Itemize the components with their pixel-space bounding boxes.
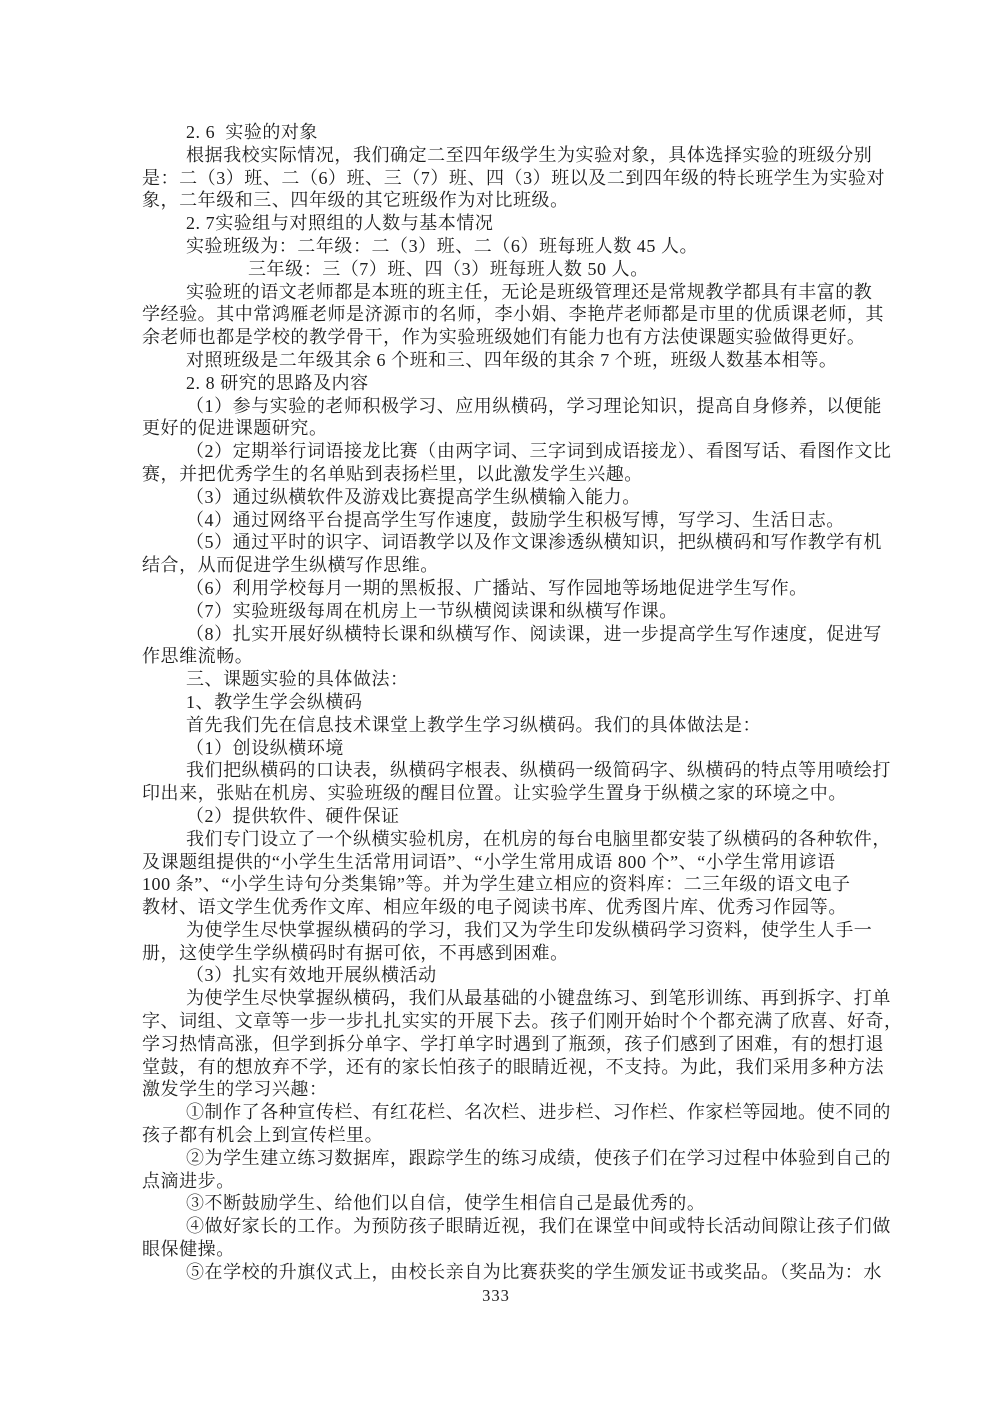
text-line: 象，二年级和三、四年级的其它班级作为对比班级。 [142, 190, 569, 211]
text-line: 对照班级是二年级其余 6 个班和三、四年级的其余 7 个班，班级人数基本相等。 [186, 349, 838, 370]
text-line: 三、课题实验的具体做法： [186, 669, 409, 690]
text-line: 实验班的语文老师都是本班的班主任，无论是班级管理还是常规教学都具有丰富的教 [186, 281, 873, 302]
text-line: （2）定期举行词语接龙比赛（由两字词、三字词到成语接龙）、看图写话、看图作文比 [186, 441, 892, 462]
text-line: 首先我们先在信息技术课堂上教学生学习纵横码。我们的具体做法是： [186, 714, 762, 735]
text-line: 激发学生的学习兴趣： [142, 1079, 328, 1100]
text-line: ④做好家长的工作。为预防孩子眼睛近视，我们在课堂中间或特长活动间隙让孩子们做 [186, 1216, 891, 1237]
text-line: 眼保健操。 [142, 1239, 235, 1260]
text-line: 教材、语文学生优秀作文库、相应年级的电子阅读书库、优秀图片库、优秀习作园等。 [142, 897, 847, 918]
text-line: （3）扎实有效地开展纵横活动 [186, 965, 437, 986]
text-line: （4）通过网络平台提高学生写作速度，鼓励学生积极写博，写学习、生活日志。 [186, 509, 845, 530]
text-line: 作思维流畅。 [142, 646, 254, 667]
text-line: （7）实验班级每周在机房上一节纵横阅读课和纵横写作课。 [186, 600, 678, 621]
text-line: ⑤在学校的升旗仪式上，由校长亲自为比赛获奖的学生颁发证书或奖品。（奖品为：水 [186, 1261, 882, 1282]
text-line: 为使学生尽快掌握纵横码的学习，我们又为学生印发纵横码学习资料，使学生人手一 [186, 919, 873, 940]
text-line: （5）通过平时的识字、词语教学以及作文课渗透纵横知识，把纵横码和写作教学有机 [186, 532, 882, 553]
text-line: 学习热情高涨，但学到拆分单字、学打单字时遇到了瓶颈，孩子们感到了困难，有的想打退 [142, 1033, 884, 1054]
text-line: ②为学生建立练习数据库，跟踪学生的练习成绩，使孩子们在学习过程中体验到自己的 [186, 1147, 891, 1168]
text-line: 赛，并把优秀学生的名单贴到表扬栏里，以此激发学生兴趣。 [142, 463, 643, 484]
text-line: 2. 6 实验的对象 [186, 122, 319, 142]
text-line: （3）通过纵横软件及游戏比赛提高学生纵横输入能力。 [186, 486, 641, 507]
text-line: （1）参与实验的老师积极学习、应用纵横码，学习理论知识，提高自身修养，以便能 [186, 395, 882, 416]
document-body [142, 121, 903, 1284]
text-line: ③不断鼓励学生、给他们以自信，使学生相信自己是最优秀的。 [186, 1193, 706, 1214]
text-line: 点滴进步。 [142, 1170, 235, 1191]
text-line: 为使学生尽快掌握纵横码，我们从最基础的小键盘练习、到笔形训练、再到拆字、打单 [186, 988, 891, 1009]
text-line: 100 条”、“小学生诗句分类集锦”等。并为学生建立相应的资料库：二三年级的语文电子 [142, 874, 851, 895]
text-line: 学经验。其中常鸿雁老师是济源市的名师，李小娟、李艳芹老师都是市里的优质课老师，其 [142, 304, 884, 325]
text-line: 及课题组提供的“小学生生活常用词语”、“小学生常用成语 800 个”、“小学生常用谚语 [142, 851, 836, 872]
text-line: （6）利用学校每月一期的黑板报、广播站、写作园地等场地促进学生写作。 [186, 577, 808, 598]
text-line: 1、教学生学会纵横码 [186, 691, 363, 712]
text-line: 余老师也都是学校的教学骨干，作为实验班级她们有能力也有方法使课题实验做得更好。 [142, 327, 866, 348]
text-line: ①制作了各种宣传栏、有红花栏、名次栏、进步栏、习作栏、作家栏等园地。使不同的 [186, 1102, 891, 1123]
text-line: 我们把纵横码的口诀表，纵横码字根表、纵横码一级简码字、纵横码的特点等用喷绘打 [186, 760, 891, 781]
text-line: （2）提供软件、硬件保证 [186, 805, 400, 826]
text-line: 根据我校实际情况，我们确定二至四年级学生为实验对象，具体选择实验的班级分别 [186, 144, 873, 165]
text-line: 是：二（3）班、二（6）班、三（7）班、四（3）班以及二到四年级的特长班学生为实验对 [142, 167, 886, 188]
text-line: 册，这使学生学纵横码时有据可依，不再感到困难。 [142, 942, 569, 963]
text-line: 堂鼓，有的想放弃不学，还有的家长怕孩子的眼睛近视，不支持。为此，我们采用多种方法 [142, 1056, 884, 1077]
text-line: （8）扎实开展好纵横特长课和纵横写作、阅读课，进一步提高学生写作速度，促进写 [186, 623, 882, 644]
text-line: 字、词组、文章等一步一步扎扎实实的开展下去。孩子们刚开始时个个都充满了欣喜、好奇， [142, 1011, 903, 1032]
text-line: 孩子都有机会上到宣传栏里。 [142, 1125, 384, 1146]
text-line: 三年级：三（7）班、四（3）班每班人数 50 人。 [248, 258, 649, 279]
text-line: 2. 7实验组与对照组的人数与基本情况 [186, 213, 494, 234]
text-line: 更好的促进课题研究。 [142, 418, 328, 439]
text-line: （1）创设纵横环境 [186, 737, 344, 758]
text-line: 实验班级为：二年级：二（3）班、二（6）班每班人数 45 人。 [186, 235, 699, 256]
text-line: 印出来，张贴在机房、实验班级的醒目位置。让实验学生置身于纵横之家的环境之中。 [142, 783, 847, 804]
text-line: 我们专门设立了一个纵横实验机房，在机房的每台电脑里都安装了纵横码的各种软件， [186, 828, 891, 849]
text-line: 2. 8 研究的思路及内容 [186, 372, 369, 393]
page-number: 333 [482, 1286, 510, 1305]
text-line: 结合，从而促进学生纵横写作思维。 [142, 555, 439, 576]
